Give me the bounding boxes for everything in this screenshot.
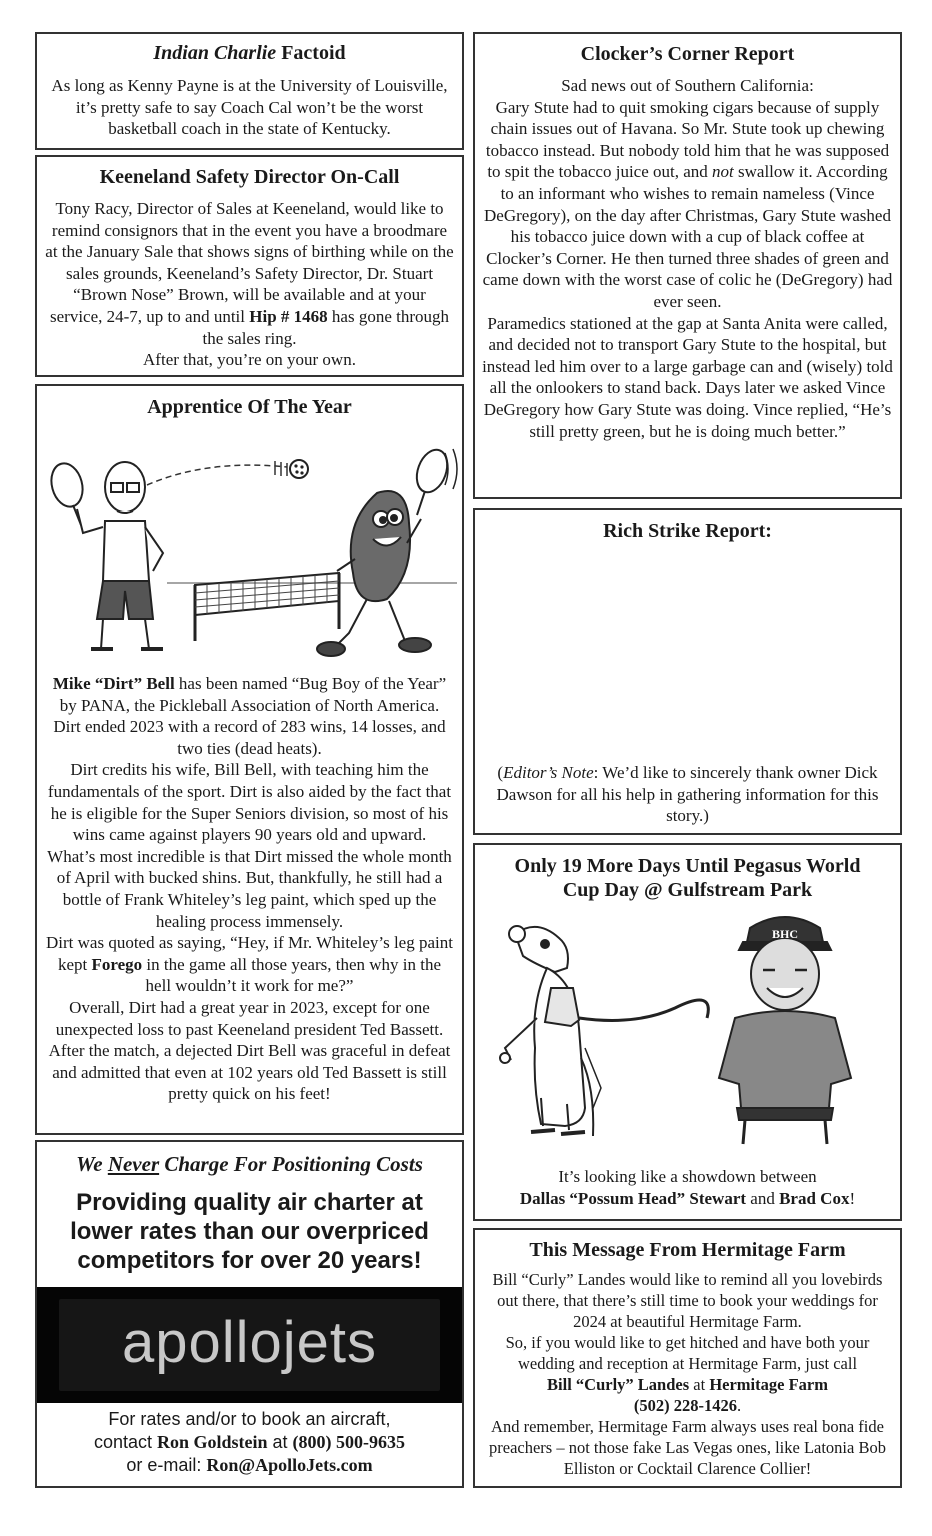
ad-tagline: We Never Charge For Positioning Costs xyxy=(76,1152,423,1176)
factoid-title-rest: Factoid xyxy=(276,42,346,64)
rich-strike-box xyxy=(473,508,902,835)
net-icon xyxy=(195,573,339,641)
landes-name: Bill “Curly” Landes xyxy=(547,1375,690,1394)
rich-strike-title: Rich Strike Report: xyxy=(603,520,772,542)
dirt-bell-name: Mike “Dirt” Bell xyxy=(52,674,175,693)
keeneland-title: Keeneland Safety Director On-Call xyxy=(99,166,400,188)
apollo-logo-band xyxy=(37,1287,462,1403)
factoid-box xyxy=(35,32,464,150)
possum-caricature-figure xyxy=(500,926,708,1136)
pegasus-box xyxy=(473,843,902,1221)
stewart-name: Dallas “Possum Head” Stewart xyxy=(519,1188,747,1208)
pickleball-ball-icon xyxy=(147,460,308,485)
old-man-player-figure xyxy=(47,460,163,649)
factoid-text: As long as Kenny Payne is at the University of Louisville, it’s pretty safe to say Coach Cal won’t be the worst basketball coach in the state of Kentucky. xyxy=(51,76,448,139)
ad-headline: Providing quality air charter at lower rates than our overpriced competitors for over 20 years! xyxy=(70,1189,429,1274)
clocker-box xyxy=(473,32,902,499)
keeneland-box xyxy=(35,155,464,377)
hermitage-box xyxy=(473,1228,902,1488)
apprentice-title: Apprentice Of The Year xyxy=(147,396,352,418)
hip-number: Hip # 1468 xyxy=(249,306,328,326)
keeneland-text: Tony Racy, Director of Sales at Keeneland, would like to remind consignors that in the event you have a broodmare at the January Sale that shows signs of birthing while on the sales grounds, Keeneland’s Safety Director, Dr. Stuart “Brown Nose” Brown, will be available and at your service, 24-7, up to and until Hip # 1468 has gone through the sales ring. After that, you’re on your own. xyxy=(45,199,454,370)
apprentice-box xyxy=(35,384,464,1135)
factoid-title-italic: Indian Charlie xyxy=(153,42,277,64)
hermitage-text: Bill “Curly” Landes would like to remind all you lovebirds out there, that there’s still time to book your weddings for 2024 at beautiful Hermitage Farm. So, if you would like to get hitched and have both your wedding and reception at Hermitage Farm, just call Bill “Curly” Landes at Hermitage Farm (502) 228-1426. And remember, Hermitage Farm always uses real bona fide preachers – not those fake Las Vegas ones, like Latonia Bob Elliston or Cocktail Clarence Collier! xyxy=(489,1270,886,1478)
clocker-title: Clocker’s Corner Report xyxy=(580,43,795,65)
pegasus-title: Only 19 More Days Until Pegasus World Cup Day @ Gulfstream Park xyxy=(514,855,861,901)
rich-strike-note: (Editor’s Note: We’d like to sincerely thank owner Dick Dawson for all his help in gathering information for this story.) xyxy=(496,763,879,826)
forego-name: Forego xyxy=(91,954,143,974)
pegasus-caption: It’s looking like a showdown between Dallas “Possum Head” Stewart and Brad Cox! xyxy=(519,1167,856,1208)
factoid-title xyxy=(37,41,462,65)
contact-phone: (800) 500-9635 xyxy=(292,1432,406,1452)
pickleball-cartoon-illustration xyxy=(37,423,462,663)
apollojets-logo: apollojets xyxy=(121,1310,378,1375)
apollo-jets-ad xyxy=(35,1140,464,1488)
pegasus-cartoon-illustration xyxy=(475,908,900,1148)
ad-contact: For rates and/or to book an aircraft, contact Ron Goldstein at (800) 500-9635 or e-mail: Ron@ApolloJets.com xyxy=(93,1409,406,1475)
clocker-text: Sad news out of Southern California: Gary Stute had to quit smoking cigars because of supply chain issues out of Havana. So Mr. Stute took up chewing tobacco instead. But nobody told him that he was supposed to spit the tobacco juice out, and not swallow it. According to an informant who wishes to remain nameless (Vince DeGregory), on the day after Christmas, Gary Stute washed his tobacco juice down with a cup of black coffee at Clocker’s Corner. He then turned three shades of green and came down with the worst case of colic he (DeGregory) had ever seen. Paramedics stationed at the gap at Santa Anita were called, and decided not to transport Gary Stute to the hospital, but instead led him over to a large garbage can and (wisely) told all the onlookers to stand back. Days later we asked Vince DeGregory how Gary Stute was doing. Vince replied, “He’s still pretty green, but he is doing much better.” xyxy=(482,76,893,441)
cox-name: Brad Cox xyxy=(779,1188,850,1208)
cap-badge: BHC xyxy=(771,927,799,941)
hermitage-title: This Message From Hermitage Farm xyxy=(529,1239,846,1261)
hermitage-phone: (502) 228-1426 xyxy=(633,1396,737,1415)
hermitage-farm-name: Hermitage Farm xyxy=(709,1375,828,1394)
contact-email[interactable]: Ron@ApolloJets.com xyxy=(206,1455,373,1475)
apprentice-text: Mike “Dirt” Bell has been named “Bug Boy of the Year” by PANA, the Pickleball Association of North America. Dirt ended 2023 with a record of 283 wins, 14 losses, and two ties (dead heats). Dirt credits his wife, Bill Bell, with teaching him the fundamentals of the sport. Dirt is also aided by the fact that he is eligible for the Super Seniors division, so most of his wins came against players 90 years old and upward. What’s most incredible is that Dirt missed the whole month of April with bucked shins. But, thankfully, he still had a bottle of Frank Whiteley’s leg paint, which sped up the healing process immensely. Dirt was quoted as saying, “Hey, if Mr. Whiteley’s leg paint kept Forego in the game all those years, then why in the hell wouldn’t it work for me?” Overall, Dirt had a great year in 2023, except for one unexpected loss to past Keeneland president Ted Bassett. After the match, a dejected Dirt Bell was graceful in defeat and admitted that even at 102 years old Ted Bassett is still pretty quick on his feet! xyxy=(46,674,453,1104)
contact-name: Ron Goldstein xyxy=(157,1432,268,1452)
man-with-bhc-cap-figure xyxy=(719,917,851,1144)
